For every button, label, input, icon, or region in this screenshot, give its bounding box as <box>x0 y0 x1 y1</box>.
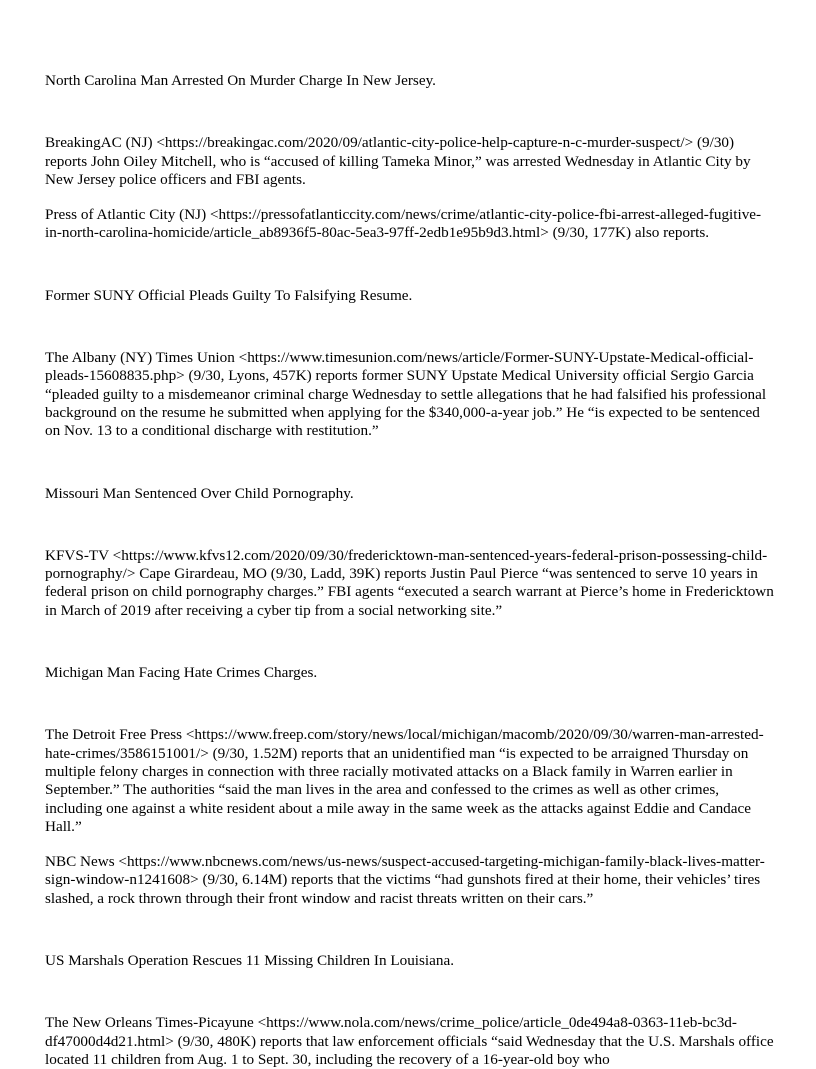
story-headline: Michigan Man Facing Hate Crimes Charges. <box>45 664 318 682</box>
news-clippings <box>45 72 775 1069</box>
story-paragraph: KFVS-TV <https://www.kfvs12.com/2020/09/30/fredericktown-man-sentenced-years-federal-prison-possessing-child-pornography/> Cape Girardeau, MO (9/30, Ladd, 39K) reports Justin Paul Pierce “was sentenced to serve 10 years in federal prison on child pornography charges.” FBI agents “executed a search warrant at Pierce’s home in Fredericktown in March of 2019 after receiving a cyber tip from a social networking site.” <box>45 546 774 619</box>
story-paragraph: The New Orleans Times-Picayune <https://www.nola.com/news/crime_police/article_0de494a8-0363-11eb-bc3d-df47000d4d21.html> (9/30, 480K) reports that law enforcement officials “said Wednesday that the U.S. Marshals office located 11 children from Aug. 1 to Sept. 30, including the recovery of a 16-year-old boy who <box>45 1014 774 1068</box>
story-paragraph: The Detroit Free Press <https://www.freep.com/story/news/local/michigan/macomb/2020/09/30/warren-man-arrested-hate-crimes/3586151001/> (9/30, 1.52M) reports that an unidentified man “is expected to be arraigned Thursday on multiple felony charges in connection with three racially motivated attacks on a Black family in Warren earlier in September.” The authorities “said the man lives in the area and confessed to the crimes as well as other crimes, including one against a white resident about a mile away in the same week as the attacks against Eddie and Candace Hall.” <box>45 726 764 835</box>
story-us-marshals-rescue <box>45 952 775 1069</box>
story-headline: US Marshals Operation Rescues 11 Missing Children In Louisiana. <box>45 952 455 970</box>
story-michigan-hate-crimes <box>45 664 775 908</box>
story-paragraph: BreakingAC (NJ) <https://breakingac.com/2020/09/atlantic-city-police-help-capture-n-c-murder-suspect/> (9/30) reports John Oiley Mitchell, who is “accused of killing Tameka Minor,” was arrested Wednesday in Atlantic City by New Jersey police officers and FBI agents. <box>45 134 751 188</box>
story-paragraph: NBC News <https://www.nbcnews.com/news/us-news/suspect-accused-targeting-michigan-family-black-lives-matter-sign-window-n1241608> (9/30, 6.14M) reports that the victims “had gunshots fired at their home, their vehicles’ tires slashed, a rock thrown through their front window and racist threats written on their cars.” <box>45 853 765 907</box>
story-nc-murder-arrest <box>45 72 775 243</box>
story-headline: Missouri Man Sentenced Over Child Pornography. <box>45 484 354 502</box>
story-headline: Former SUNY Official Pleads Guilty To Falsifying Resume. <box>45 286 413 304</box>
story-paragraph: Press of Atlantic City (NJ) <https://pressofatlanticcity.com/news/crime/atlantic-city-police-fbi-arrest-alleged-fugitive-in-north-carolina-homicide/article_ab8936f5-80ac-5ea3-97ff-2edb1e95b9d3.html> (9/30, 177K) also reports. <box>45 206 762 242</box>
story-paragraph: The Albany (NY) Times Union <https://www.timesunion.com/news/article/Former-SUNY-Upstate-Medical-official-pleads-15608835.php> (9/30, Lyons, 457K) reports former SUNY Upstate Medical University official Sergio Garcia “pleaded guilty to a misdemeanor criminal charge Wednesday to settle allegations that he had falsified his professional background on the resume he submitted when applying for the $340,000-a-year job.” He “is expected to be sentenced on Nov. 13 to a conditional discharge with restitution.” <box>45 349 767 440</box>
story-suny-official <box>45 287 775 441</box>
story-headline: North Carolina Man Arrested On Murder Charge In New Jersey. <box>45 72 436 89</box>
story-missouri-sentenced <box>45 485 775 620</box>
